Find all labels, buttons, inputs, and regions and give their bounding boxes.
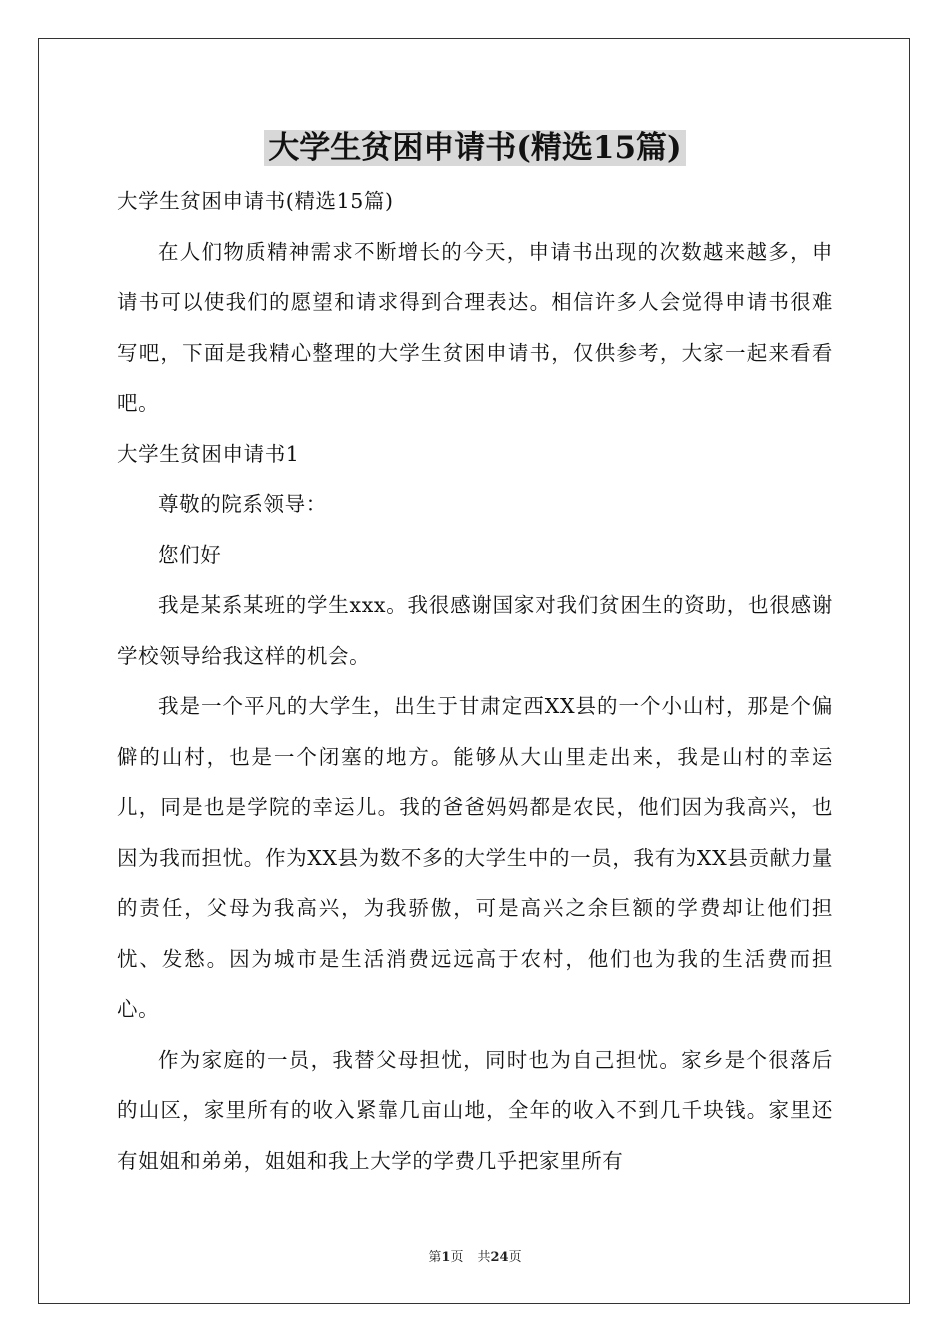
intro-paragraph: 在人们物质精神需求不断增长的今天，申请书出现的次数越来越多，申请书可以使我们的愿望和请求得到合理表达。相信许多人会觉得申请书很难写吧，下面是我精心整理的大学生贫困申请书，仅供参考，大家一起来看看吧。	[117, 239, 833, 415]
document-title	[0, 128, 950, 168]
page-label: 页	[450, 1250, 464, 1265]
total-prefix: 共	[477, 1250, 491, 1265]
current-page-number: 1	[441, 1250, 451, 1265]
greeting: 您们好	[158, 542, 222, 567]
document-title-text: 大学生贫困申请书(精选15篇)	[264, 130, 685, 166]
body-paragraph: 作为家庭的一员，我替父母担忧，同时也为自己担忧。家乡是个很落后的山区，家里所有的收入紧靠几亩山地，全年的收入不到几千块钱。家里还有姐姐和弟弟，姐姐和我上大学的学费几乎把家里所有	[117, 1047, 833, 1173]
body-paragraph: 我是某系某班的学生xxx。我很感谢国家对我们贫困生的资助，也很感谢学校领导给我这样的机会。	[117, 593, 833, 668]
section-heading: 大学生贫困申请书1	[117, 441, 300, 466]
page-footer	[0, 1249, 950, 1267]
total-suffix: 页	[508, 1250, 522, 1265]
document-subtitle: 大学生贫困申请书(精选15篇)	[117, 189, 394, 213]
body-paragraph: 我是一个平凡的大学生，出生于甘肃定西XX县的一个小山村，那是个偏僻的山村，也是一个闭塞的地方。能够从大山里走出来，我是山村的幸运儿，同是也是学院的幸运儿。我的爸爸妈妈都是农民，他们因为我高兴，也因为我而担忧。作为XX县为数不多的大学生中的一员，我有为XX县贡献力量的责任，父母为我高兴，为我骄傲，可是高兴之余巨额的学费却让他们担忧、发愁。因为城市是生活消费远远高于农村，他们也为我的生活费而担心。	[117, 694, 833, 1021]
total-page-count: 24	[490, 1250, 509, 1265]
document-body	[117, 176, 833, 1186]
salutation: 尊敬的院系领导：	[158, 492, 327, 516]
page-prefix: 第	[428, 1250, 442, 1265]
